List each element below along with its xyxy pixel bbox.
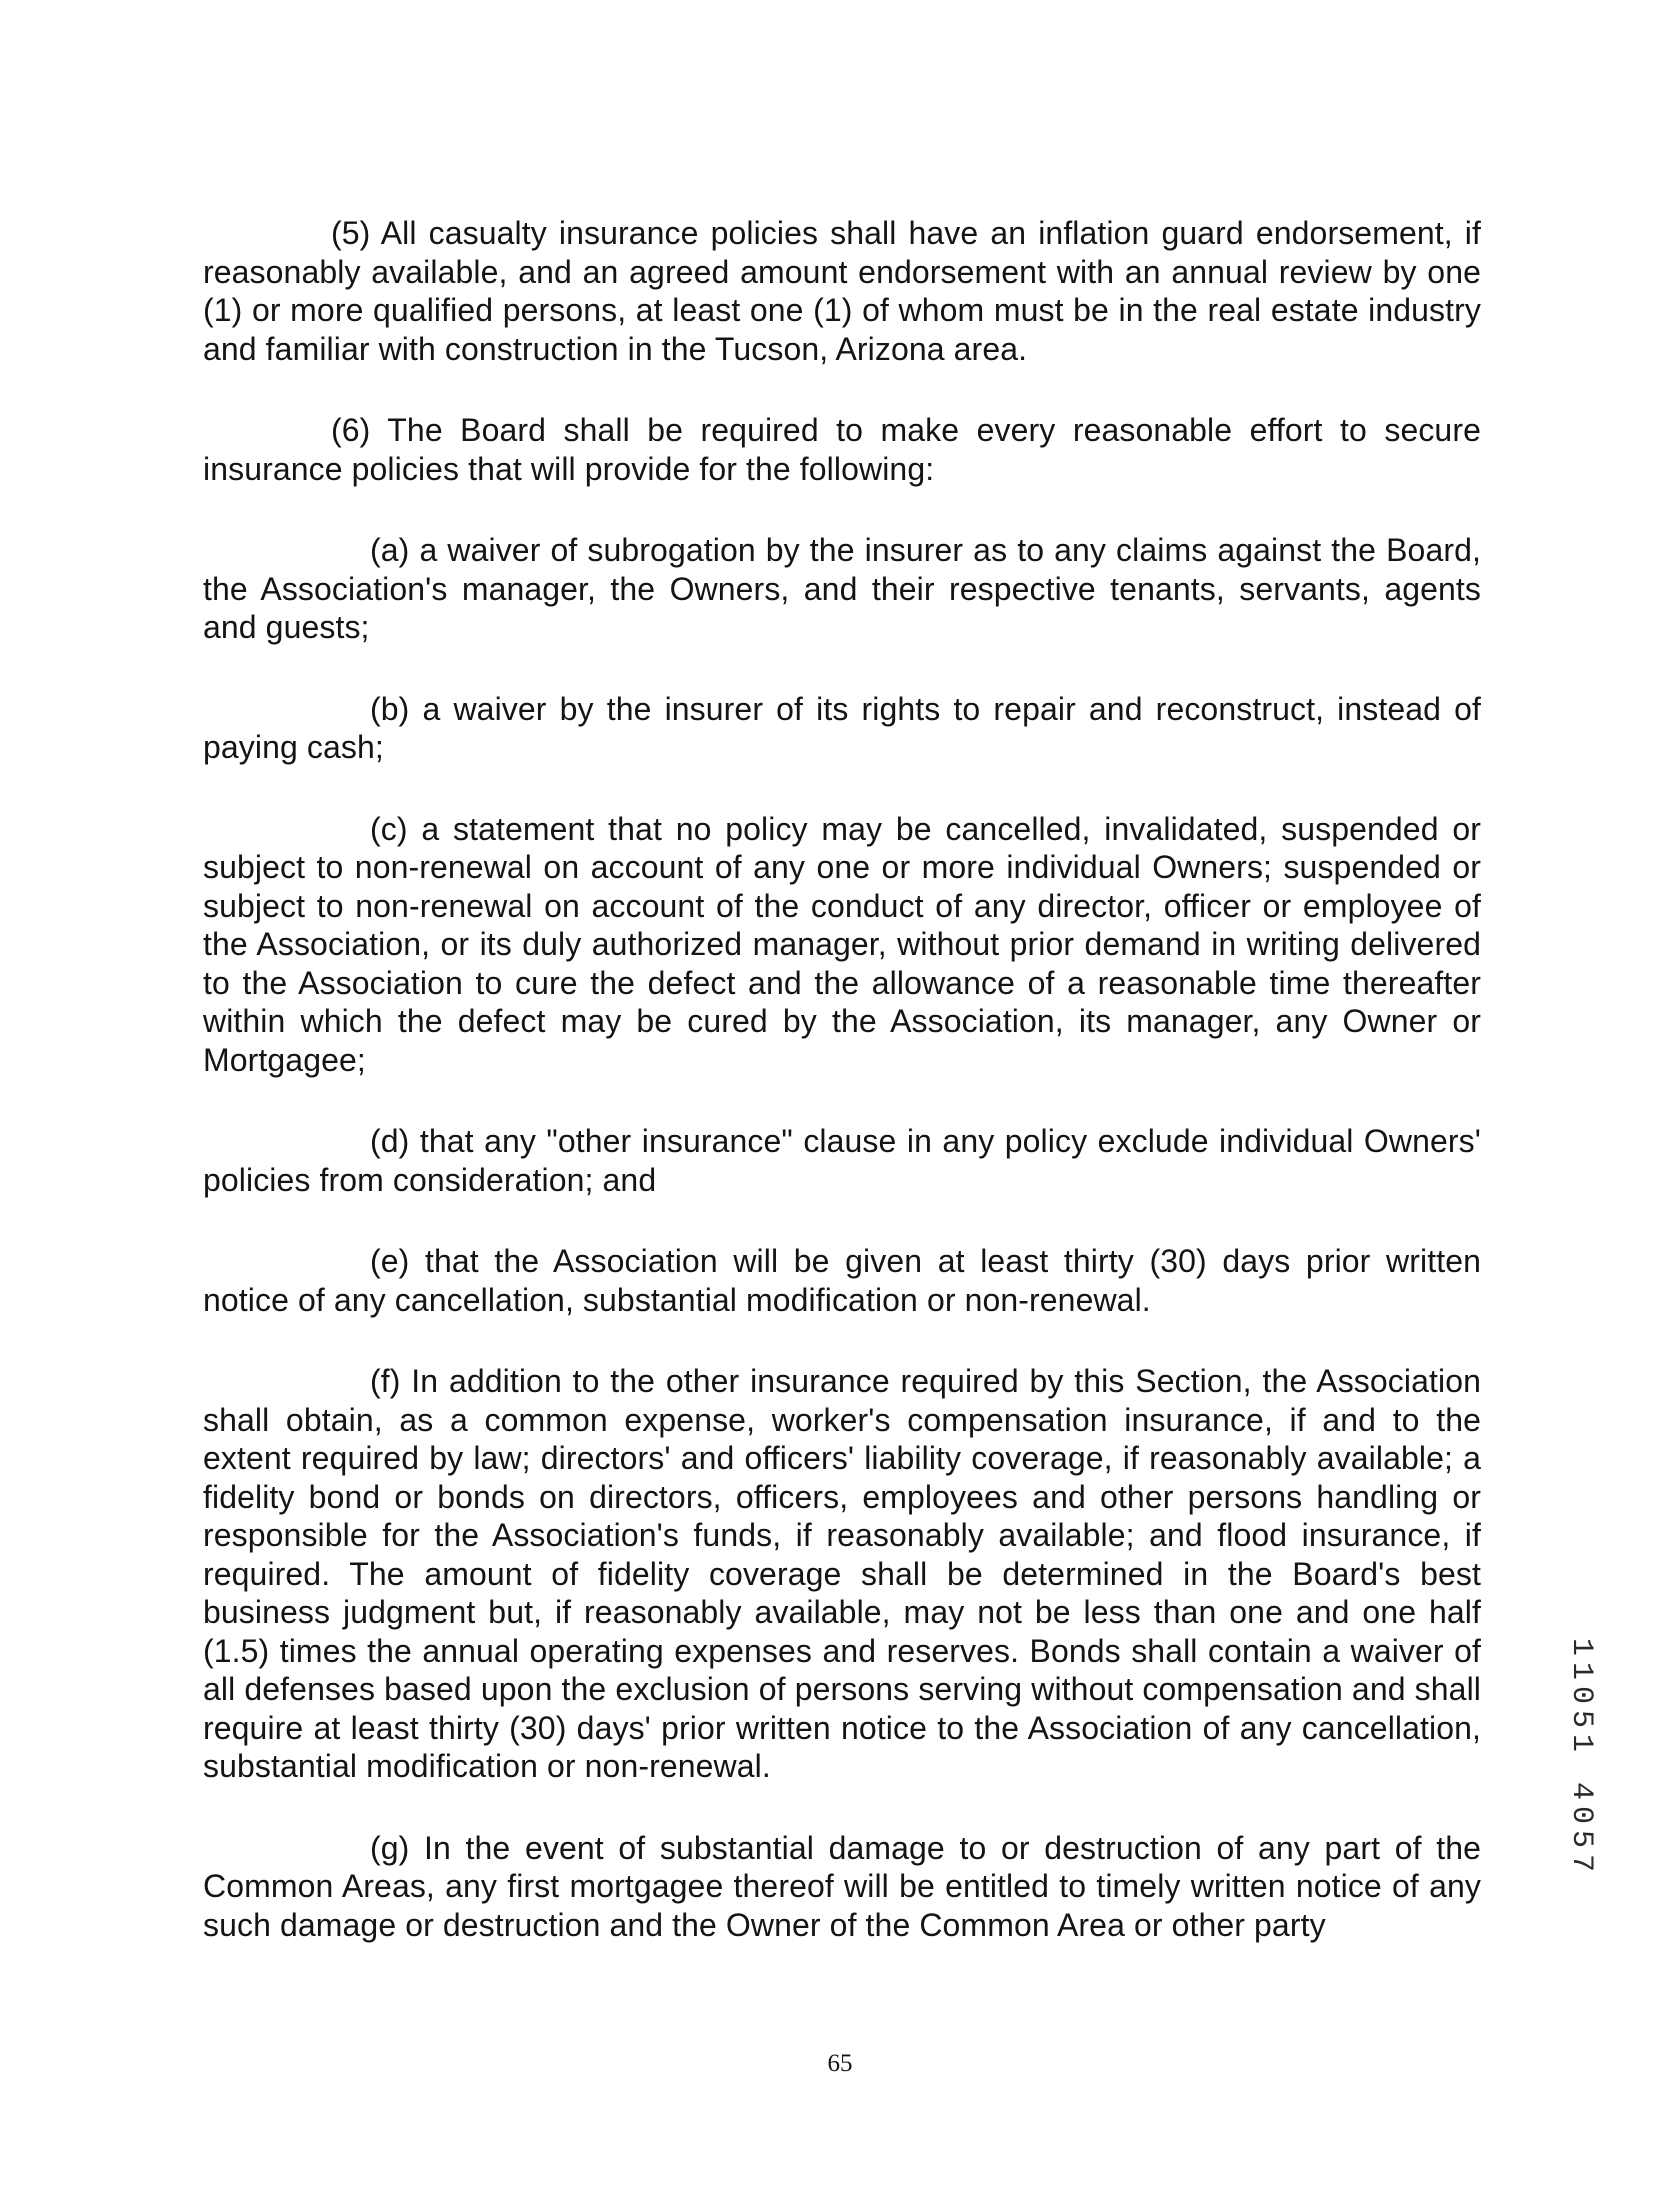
clause-b: (b) a waiver by the insurer of its rights to repair and reconstruct, instead of paying cash; bbox=[203, 690, 1481, 765]
clause-a: (a) a waiver of subrogation by the insurer as to any claims against the Board, the Association's manager, the Owners, and their respective tenants, servants, agents and guests; bbox=[203, 532, 1481, 645]
page-number: 65 bbox=[827, 2050, 853, 2077]
paragraph-6: (6) The Board shall be required to make every reasonable effort to secure insurance policies that will provide for the following: bbox=[203, 412, 1481, 487]
paragraph-5: (5) All casualty insurance policies shall have an inflation guard endorsement, if reasonably available, and an agreed amount endorsement with an annual review by one (1) or more qualified persons, at least one (1) of whom must be in the real estate industry and familiar with construction in the Tucson, Arizona area. bbox=[203, 215, 1481, 367]
clause-e: (e) that the Association will be given at least thirty (30) days prior written notice of any cancellation, substantial modification or non-renewal. bbox=[203, 1243, 1481, 1318]
clause-g: (g) In the event of substantial damage to or destruction of any part of the Common Areas, any first mortgagee thereof will be entitled to timely written notice of any such damage or destruction and the Owner of the Common Area or other party bbox=[203, 1829, 1481, 1943]
document-body bbox=[203, 214, 1481, 1987]
clause-d: (d) that any "other insurance" clause in any policy exclude individual Owners' policies from consideration; and bbox=[203, 1123, 1481, 1198]
recording-number-stamp bbox=[1560, 1568, 1600, 1948]
clause-f: (f) In addition to the other insurance required by this Section, the Association shall obtain, as a common expense, worker's compensation insurance, if and to the extent required by law; directors' and officers' liability coverage, if reasonably available; a fidelity bond or bonds on directors, officers, employees and other persons handling or responsible for the Association's funds, if reasonably available; and flood insurance, if required. The amount of fidelity coverage shall be determined in the Board's best business judgment but, if reasonably available, may not be less than one and one half (1.5) times the annual operating expenses and reserves. Bonds shall contain a waiver of all defenses based upon the exclusion of persons serving without compensation and shall require at least thirty (30) days' prior written notice to the Association of any cancellation, substantial modification or non-renewal. bbox=[203, 1363, 1481, 1784]
stamp-digits: 11051 4057 bbox=[1564, 1637, 1599, 1879]
clause-c: (c) a statement that no policy may be cancelled, invalidated, suspended or subject to non-renewal on account of any one or more individual Owners; suspended or subject to non-renewal on account of the conduct of any director, officer or employee of the Association, or its duly authorized manager, without prior demand in writing delivered to the Association to cure the defect and the allowance of a reasonable time thereafter within which the defect may be cured by the Association, its manager, any Owner or Mortgagee; bbox=[203, 810, 1481, 1078]
